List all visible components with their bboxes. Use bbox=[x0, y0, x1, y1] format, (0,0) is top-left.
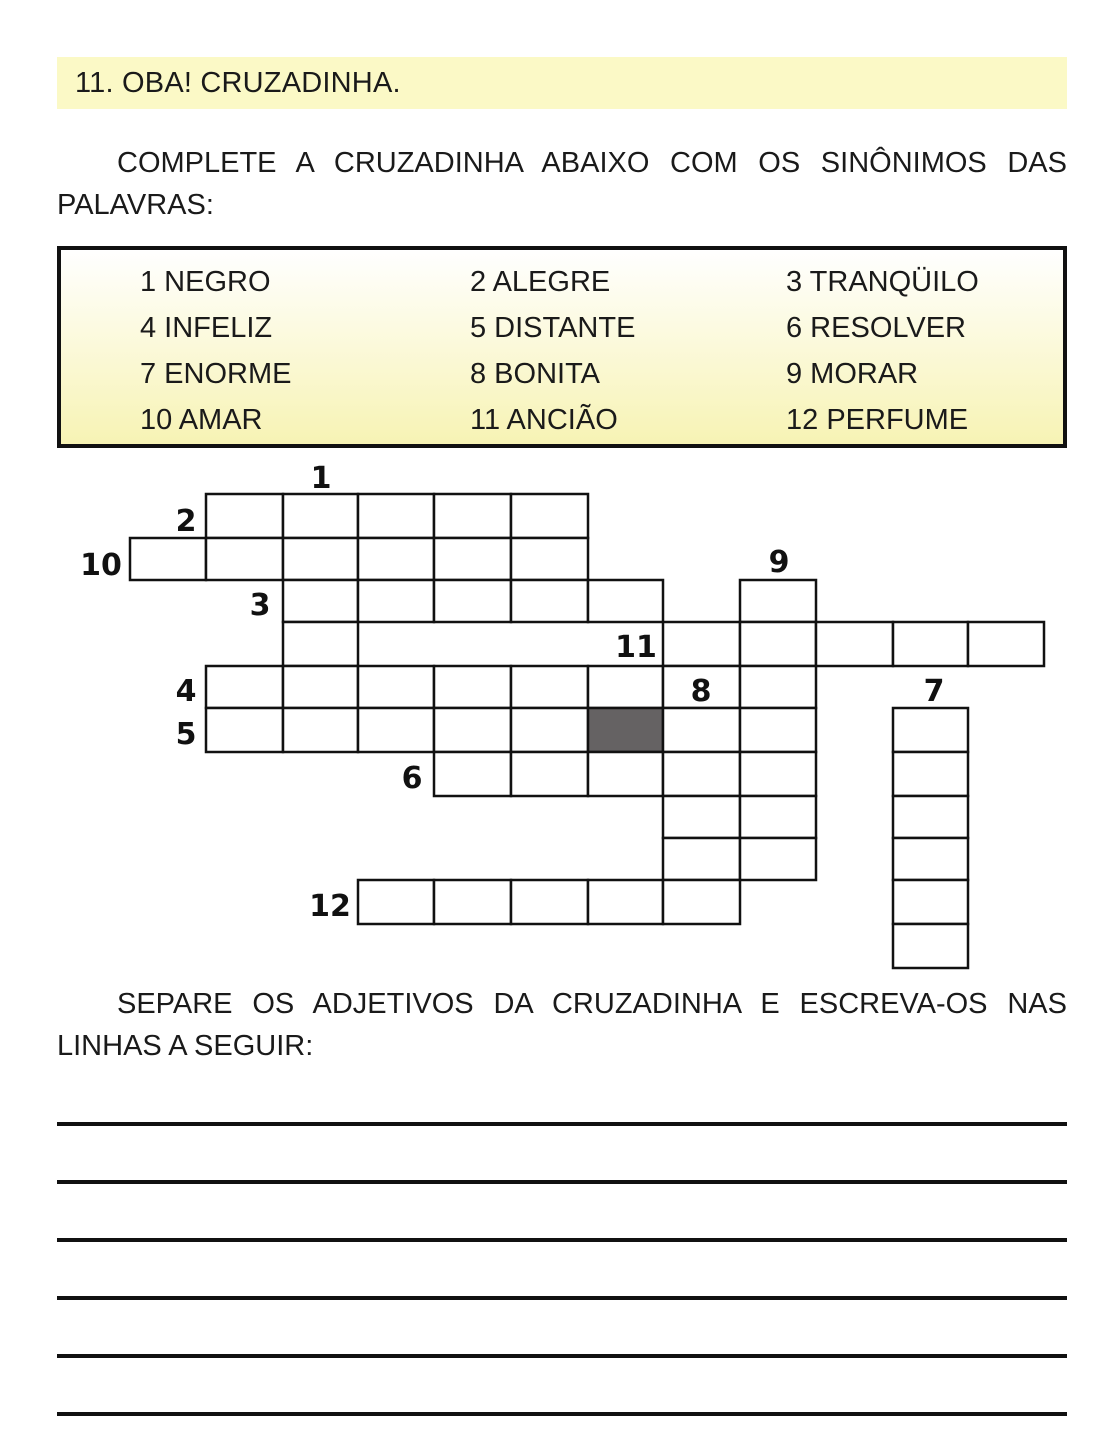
answer-line[interactable] bbox=[57, 1180, 1067, 1184]
crossword-cell[interactable] bbox=[206, 538, 283, 580]
crossword-cell[interactable] bbox=[511, 752, 588, 796]
answer-line[interactable] bbox=[57, 1122, 1067, 1126]
crossword-cell[interactable] bbox=[283, 494, 358, 538]
word-item: 3 TRANQÜILO bbox=[786, 266, 979, 298]
word-item: 9 MORAR bbox=[786, 358, 919, 390]
crossword-cell[interactable] bbox=[663, 752, 740, 796]
crossword-cell[interactable] bbox=[588, 580, 663, 622]
crossword-cell[interactable] bbox=[206, 494, 283, 538]
word-item: 12 PERFUME bbox=[786, 404, 969, 436]
word-item: 2 ALEGRE bbox=[470, 266, 611, 298]
word-item: 8 BONITA bbox=[470, 358, 600, 390]
word-item: 4 INFELIZ bbox=[140, 312, 273, 344]
instruction-separate-text: SEPARE OS ADJETIVOS DA CRUZADINHA E ESCREVA-OS NAS LINHAS A SEGUIR: bbox=[57, 988, 1067, 1062]
instruction-complete-text: COMPLETE A CRUZADINHA ABAIXO COM OS SINÔNIMOS DAS PALAVRAS: bbox=[57, 147, 1067, 221]
crossword-cell[interactable] bbox=[358, 538, 434, 580]
crossword-cell[interactable] bbox=[663, 622, 740, 666]
crossword-cell[interactable] bbox=[740, 666, 816, 708]
crossword-cell[interactable] bbox=[663, 838, 740, 880]
clue-number: 1 bbox=[310, 461, 332, 496]
word-item: 6 RESOLVER bbox=[786, 312, 966, 344]
crossword-cell[interactable] bbox=[434, 752, 511, 796]
crossword-cell[interactable] bbox=[434, 494, 511, 538]
crossword-cell[interactable] bbox=[588, 752, 663, 796]
crossword-cell[interactable] bbox=[434, 538, 511, 580]
crossword-cell[interactable] bbox=[968, 622, 1044, 666]
crossword-cell[interactable] bbox=[434, 880, 511, 924]
instruction-separate bbox=[57, 983, 1067, 1067]
crossword-cell[interactable] bbox=[511, 494, 588, 538]
crossword-cell[interactable] bbox=[816, 622, 893, 666]
crossword-cell[interactable] bbox=[358, 880, 434, 924]
crossword-cell[interactable] bbox=[893, 708, 968, 752]
clue-number: 2 bbox=[175, 504, 197, 539]
crossword-cell[interactable] bbox=[740, 796, 816, 838]
answer-line[interactable] bbox=[57, 1354, 1067, 1358]
crossword-cell[interactable] bbox=[893, 752, 968, 796]
crossword-cell[interactable] bbox=[206, 666, 283, 708]
crossword-cell[interactable] bbox=[283, 580, 358, 622]
clue-number: 7 bbox=[923, 674, 945, 709]
clue-number: 5 bbox=[175, 717, 197, 752]
crossword-cell[interactable] bbox=[740, 580, 816, 622]
clue-number: 11 bbox=[615, 630, 657, 665]
answer-line[interactable] bbox=[57, 1412, 1067, 1416]
crossword-cell[interactable] bbox=[893, 924, 968, 968]
crossword-cell[interactable] bbox=[283, 622, 358, 666]
crossword-cell[interactable] bbox=[358, 708, 434, 752]
answer-line[interactable] bbox=[57, 1238, 1067, 1242]
crossword-cell[interactable] bbox=[740, 752, 816, 796]
crossword-cell[interactable] bbox=[511, 538, 588, 580]
crossword-cell[interactable] bbox=[283, 538, 358, 580]
crossword-cell[interactable] bbox=[434, 708, 511, 752]
crossword-cell[interactable] bbox=[434, 580, 511, 622]
clue-number: 3 bbox=[249, 588, 271, 623]
clue-number: 10 bbox=[80, 548, 122, 583]
crossword-cell[interactable] bbox=[511, 708, 588, 752]
crossword-cell[interactable] bbox=[893, 838, 968, 880]
crossword-cell[interactable] bbox=[434, 666, 511, 708]
clue-number: 4 bbox=[175, 674, 197, 709]
exercise-title-text: 11. OBA! CRUZADINHA. bbox=[75, 67, 401, 99]
clue-number: 12 bbox=[309, 889, 351, 924]
crossword-cell[interactable] bbox=[663, 708, 740, 752]
crossword-cell[interactable] bbox=[893, 880, 968, 924]
crossword-cell[interactable] bbox=[511, 880, 588, 924]
word-item: 10 AMAR bbox=[140, 404, 263, 436]
crossword-cell[interactable] bbox=[740, 838, 816, 880]
crossword-cell[interactable] bbox=[206, 708, 283, 752]
word-item: 7 ENORME bbox=[140, 358, 292, 390]
crossword-blocked-cell bbox=[588, 708, 663, 752]
crossword-cell[interactable] bbox=[588, 880, 663, 924]
answer-line[interactable] bbox=[57, 1296, 1067, 1300]
crossword-cell[interactable] bbox=[893, 622, 968, 666]
clue-number: 6 bbox=[401, 761, 423, 796]
crossword-cell[interactable] bbox=[663, 880, 740, 924]
word-item: 11 ANCIÃO bbox=[470, 404, 618, 436]
crossword-cell[interactable] bbox=[740, 708, 816, 752]
word-item: 5 DISTANTE bbox=[470, 312, 636, 344]
word-item: 1 NEGRO bbox=[140, 266, 271, 298]
crossword-cell[interactable] bbox=[358, 580, 434, 622]
crossword-cell[interactable] bbox=[588, 666, 663, 708]
crossword-cell[interactable] bbox=[511, 666, 588, 708]
crossword-cell[interactable] bbox=[358, 666, 434, 708]
crossword-cell[interactable] bbox=[358, 494, 434, 538]
crossword-cell[interactable] bbox=[283, 666, 358, 708]
crossword-cell[interactable] bbox=[511, 580, 588, 622]
crossword-cell[interactable] bbox=[663, 796, 740, 838]
crossword-cell[interactable] bbox=[283, 708, 358, 752]
clue-number: 9 bbox=[768, 545, 790, 580]
crossword-cell[interactable] bbox=[130, 538, 206, 580]
crossword-cell[interactable] bbox=[893, 796, 968, 838]
clue-number: 8 bbox=[690, 674, 712, 709]
crossword-cells bbox=[130, 494, 1044, 968]
crossword-cell[interactable] bbox=[740, 622, 816, 666]
